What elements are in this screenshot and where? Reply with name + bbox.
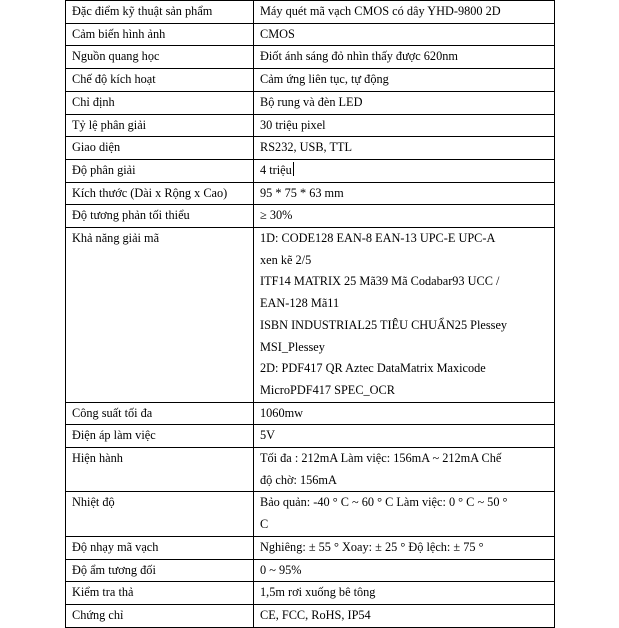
table-row: [66, 536, 555, 559]
table-row: [66, 46, 555, 69]
spec-label: Hiện hành: [66, 448, 254, 492]
spec-value: ≥ 30%: [254, 205, 555, 228]
current-line: Tối đa : 212mA Làm việc: 156mA ~ 212mA Chế: [260, 451, 502, 466]
temperature-line: Bảo quản: -40 ° C ~ 60 ° C Làm việc: 0 ° C ~ 50 °: [260, 495, 508, 510]
spec-value: 5V: [254, 425, 555, 448]
spec-label: Độ nhạy mã vạch: [66, 536, 254, 559]
spec-label: Kiểm tra thả: [66, 582, 254, 605]
table-row: [66, 402, 555, 425]
table-row-header: [66, 1, 555, 24]
table-row: [66, 559, 555, 582]
table-row: [66, 159, 555, 182]
spec-label: Tỷ lệ phân giải: [66, 114, 254, 137]
spec-label: Giao diện: [66, 137, 254, 160]
decode-line: 1D: CODE128 EAN-8 EAN-13 UPC-E UPC-A: [260, 231, 496, 246]
spec-value: 30 triệu pixel: [254, 114, 555, 137]
spec-value-multiline: [254, 448, 555, 492]
spec-label: Độ ẩm tương đối: [66, 559, 254, 582]
current-line: độ chờ: 156mA: [260, 472, 337, 487]
table-row: [66, 582, 555, 605]
decode-line: ISBN INDUSTRIAL25 TIÊU CHUẨN25 Plessey: [260, 317, 508, 332]
spec-value-multiline: [254, 228, 555, 403]
spec-label: Nhiệt độ: [66, 492, 254, 536]
spec-value: CE, FCC, RoHS, IP54: [254, 604, 555, 627]
spec-label: Công suất tối đa: [66, 402, 254, 425]
table-row: [66, 205, 555, 228]
spec-label: Cảm biến hình ảnh: [66, 23, 254, 46]
decode-line: MSI_Plessey: [260, 339, 325, 354]
table-row-decode: [66, 228, 555, 403]
table-row: [66, 114, 555, 137]
spec-value: Điốt ánh sáng đỏ nhìn thấy được 620nm: [254, 46, 555, 69]
table-row: [66, 91, 555, 114]
spec-label: Độ tương phản tối thiểu: [66, 205, 254, 228]
spec-label: Độ phân giải: [66, 159, 254, 182]
decode-line: ITF14 MATRIX 25 Mã39 Mã Codabar93 UCC /: [260, 274, 500, 289]
spec-label: Nguồn quang học: [66, 46, 254, 69]
decode-line: EAN-128 Mã11: [260, 296, 340, 311]
table-row-current: [66, 448, 555, 492]
spec-value: 1060mw: [254, 402, 555, 425]
spec-value: RS232, USB, TTL: [254, 137, 555, 160]
spec-value: CMOS: [254, 23, 555, 46]
table-row: [66, 425, 555, 448]
spec-label: Chỉ định: [66, 91, 254, 114]
table-row-temperature: [66, 492, 555, 536]
decode-line: MicroPDF417 SPEC_OCR: [260, 382, 395, 397]
spec-value: Nghiêng: ± 55 ° Xoay: ± 25 ° Độ lệch: ± 75 °: [254, 536, 555, 559]
text-cursor: [293, 162, 294, 176]
spec-label: Chế độ kích hoạt: [66, 69, 254, 92]
spec-label: Điện áp làm việc: [66, 425, 254, 448]
table-row: [66, 182, 555, 205]
table-row: [66, 69, 555, 92]
spec-value: 1,5m rơi xuống bê tông: [254, 582, 555, 605]
decode-line: xen kẽ 2/5: [260, 252, 312, 267]
spec-table: [65, 0, 555, 628]
table-row: [66, 137, 555, 160]
spec-label: Khả năng giải mã: [66, 228, 254, 403]
spec-label: Đặc điểm kỹ thuật sản phẩm: [66, 1, 254, 24]
decode-line: 2D: PDF417 QR Aztec DataMatrix Maxicode: [260, 361, 486, 376]
spec-value-multiline: [254, 492, 555, 536]
spec-value: 0 ~ 95%: [254, 559, 555, 582]
spec-label: Chứng chỉ: [66, 604, 254, 627]
spec-value: 95 * 75 * 63 mm: [254, 182, 555, 205]
spec-value: 4 triệu: [260, 162, 292, 177]
table-row: [66, 604, 555, 627]
spec-value: Cảm ứng liên tục, tự động: [254, 69, 555, 92]
spec-value-cell[interactable]: [254, 159, 555, 182]
spec-value: Máy quét mã vạch CMOS có dây YHD-9800 2D: [254, 1, 555, 24]
table-row: [66, 23, 555, 46]
spec-value: Bộ rung và đèn LED: [254, 91, 555, 114]
spec-label: Kích thước (Dài x Rộng x Cao): [66, 182, 254, 205]
temperature-line: C: [260, 517, 269, 532]
